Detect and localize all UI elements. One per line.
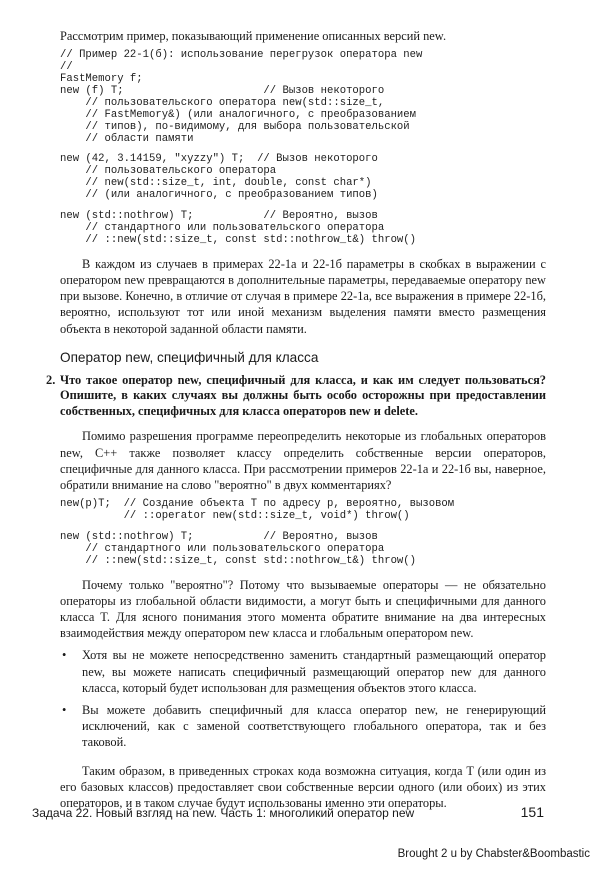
- paragraph-3: Почему только "вероятно"? Потому что вызываемые операторы — не обязательно операторы из глобальной области видимости, а могут быть и специфичными для данного класса T. Для ясного понимания этого момента обратите внимание на два интересных взаимодействия между оператором new класса и глобальным оператором new.: [60, 577, 546, 641]
- code-listing-3: new (std::nothrow) T; // Вероятно, вызов // стандартного или пользовательского оператора // ::new(std::size_t, const std::nothrow_t&) throw(): [60, 210, 417, 246]
- bullet-icon: •: [62, 703, 67, 718]
- bullet-icon: •: [62, 648, 67, 663]
- paragraph-2: Помимо разрешения программе переопределить некоторые из глобальных операторов new, C++ также позволяет классу определить собственные версии операторов, специфичные для данного класса. При рассмотрении примеров 22-1а и 22-1б вы, наверное, обратили внимание на слово "вероятно" в двух комментариях?: [60, 429, 546, 492]
- list-item: [60, 702, 546, 751]
- intro-paragraph: Рассмотрим пример, показывающий применение описанных версий new.: [60, 29, 447, 43]
- code-listing-1: // Пример 22-1(б): использование перегрузок оператора new // FastMemory f; new (f) T; // Вызов некоторого // пользовательского оператора new(std::size_t, // FastMemory&) (или аналогичного, с преобразованием // типов), по-видимому, для выбора пользовательской // области памяти: [60, 49, 423, 145]
- bullet-list: [60, 647, 546, 750]
- paragraph-4: Таким образом, в приведенных строках кода возможна ситуация, когда T (или один из его базовых классов) предоставляет свои собственные версии одного (или обоих) из этих операторов, и в таком случае будут использованы именно эти операторы.: [60, 763, 546, 811]
- section-heading: Оператор new, специфичный для класса: [60, 349, 319, 365]
- scan-credit: Brought 2 u by Chabster&Boombastic: [397, 848, 590, 860]
- code-listing-5: new (std::nothrow) T; // Вероятно, вызов // стандартного или пользовательского оператора // ::new(std::size_t, const std::nothrow_t&) throw(): [60, 530, 417, 567]
- code-listing-4: new(p)T; // Создание объекта T по адресу p, вероятно, вызовом // ::operator new(std::size_t, void*) throw(): [60, 498, 455, 523]
- running-footer-title: Задача 22. Новый взгляд на new. Часть 1: многоликий оператор new: [32, 806, 415, 820]
- code-listing-2: new (42, 3.14159, "xyzzy") T; // Вызов некоторого // пользовательского оператора // new(std::size_t, int, double, const char*) // (или аналогичного, с преобразованием типов): [60, 153, 378, 202]
- question-text: Что такое оператор new, специфичный для класса, и как им следует пользоваться? Опишите, в каких случаях вы должны быть особо осторожны при предоставлении собственных, специфичных для класса операторов new и delete.: [60, 372, 546, 418]
- question-block: [46, 372, 546, 420]
- bullet-text: Хотя вы не можете непосредственно заменить стандартный размещающий оператор new, вы можете написать специфичный размещающий оператор new для данного класса, который будет использован для размещения объектов этого класса.: [82, 648, 546, 695]
- list-item: [60, 647, 546, 696]
- page-number: 151: [520, 804, 544, 820]
- question-number: 2.: [46, 372, 56, 387]
- page-content: [46, 28, 546, 811]
- paragraph-1: В каждом из случаев в примерах 22-1а и 22-1б параметры в скобках в выражении с оператором new превращаются в дополнительные параметры, передаваемые оператору new при вызове. Конечно, в отличие от случая в примере 22-1а, все выражения в примере 22-1б, вероятно, используют тот или иной механизм выделения памяти вместо размещения объекта в некоторой заданной области памяти.: [60, 256, 546, 336]
- bullet-text: Вы можете добавить специфичный для класса оператор new, не генерирующий исключений, как с заменой соответствующего глобального оператора, так и без таковой.: [82, 703, 546, 750]
- page-footer: [32, 804, 544, 820]
